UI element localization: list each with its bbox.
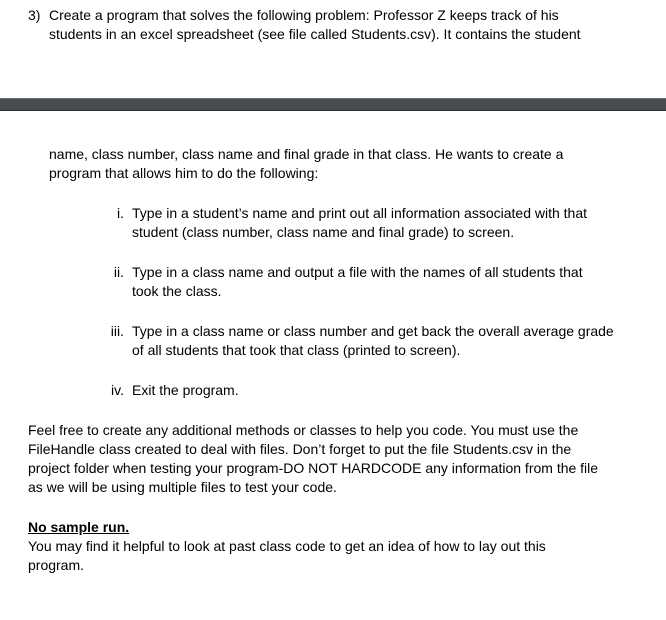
- problem-intro-line-1: Create a program that solves the following problem: Professor Z keeps track of his: [49, 7, 559, 23]
- list-item-marker: iv.: [111, 382, 124, 398]
- notes-line-1: Feel free to create any additional methods or classes to help you code. You must use the: [28, 422, 579, 438]
- list-item-text-line-2: took the class.: [132, 283, 222, 299]
- list-item-marker: iii.: [110, 323, 124, 339]
- list-item-text-line-1: Type in a class name and output a file with the names of all students that: [132, 264, 583, 280]
- notes-line-2: FileHandle class created to deal with files. Don’t forget to put the file Students.csv in the: [28, 441, 572, 457]
- sample-line-1: You may find it helpful to look at past class code to get an idea of how to lay out this: [28, 538, 546, 554]
- list-item-text-line-2: student (class number, class name and final grade) to screen.: [132, 224, 515, 240]
- list-item-marker: i.: [117, 205, 124, 221]
- list-item-marker: ii.: [113, 264, 124, 280]
- problem-intro-line-2: students in an excel spreadsheet (see file called Students.csv). It contains the student: [49, 26, 581, 42]
- list-item-text-line-1: Type in a student’s name and print out all information associated with that: [132, 205, 588, 221]
- page-break-separator: [0, 98, 666, 111]
- list-item-text-line-2: of all students that took that class (printed to screen).: [132, 342, 461, 358]
- problem-number: 3): [28, 7, 41, 23]
- notes-line-4: as we will be using multiple files to test your code.: [28, 479, 337, 495]
- notes-line-3: project folder when testing your program-DO NOT HARDCODE any information from the file: [28, 460, 599, 476]
- sample-run-heading: No sample run.: [28, 519, 130, 535]
- list-item-text-line-1: Type in a class name or class number and get back the overall average grade: [132, 323, 614, 339]
- problem-cont-line-2: program that allows him to do the following:: [49, 165, 319, 181]
- list-item-text-line-1: Exit the program.: [132, 382, 239, 398]
- sample-line-2: program.: [28, 557, 85, 573]
- problem-cont-line-1: name, class number, class name and final grade in that class. He wants to create a: [49, 146, 564, 162]
